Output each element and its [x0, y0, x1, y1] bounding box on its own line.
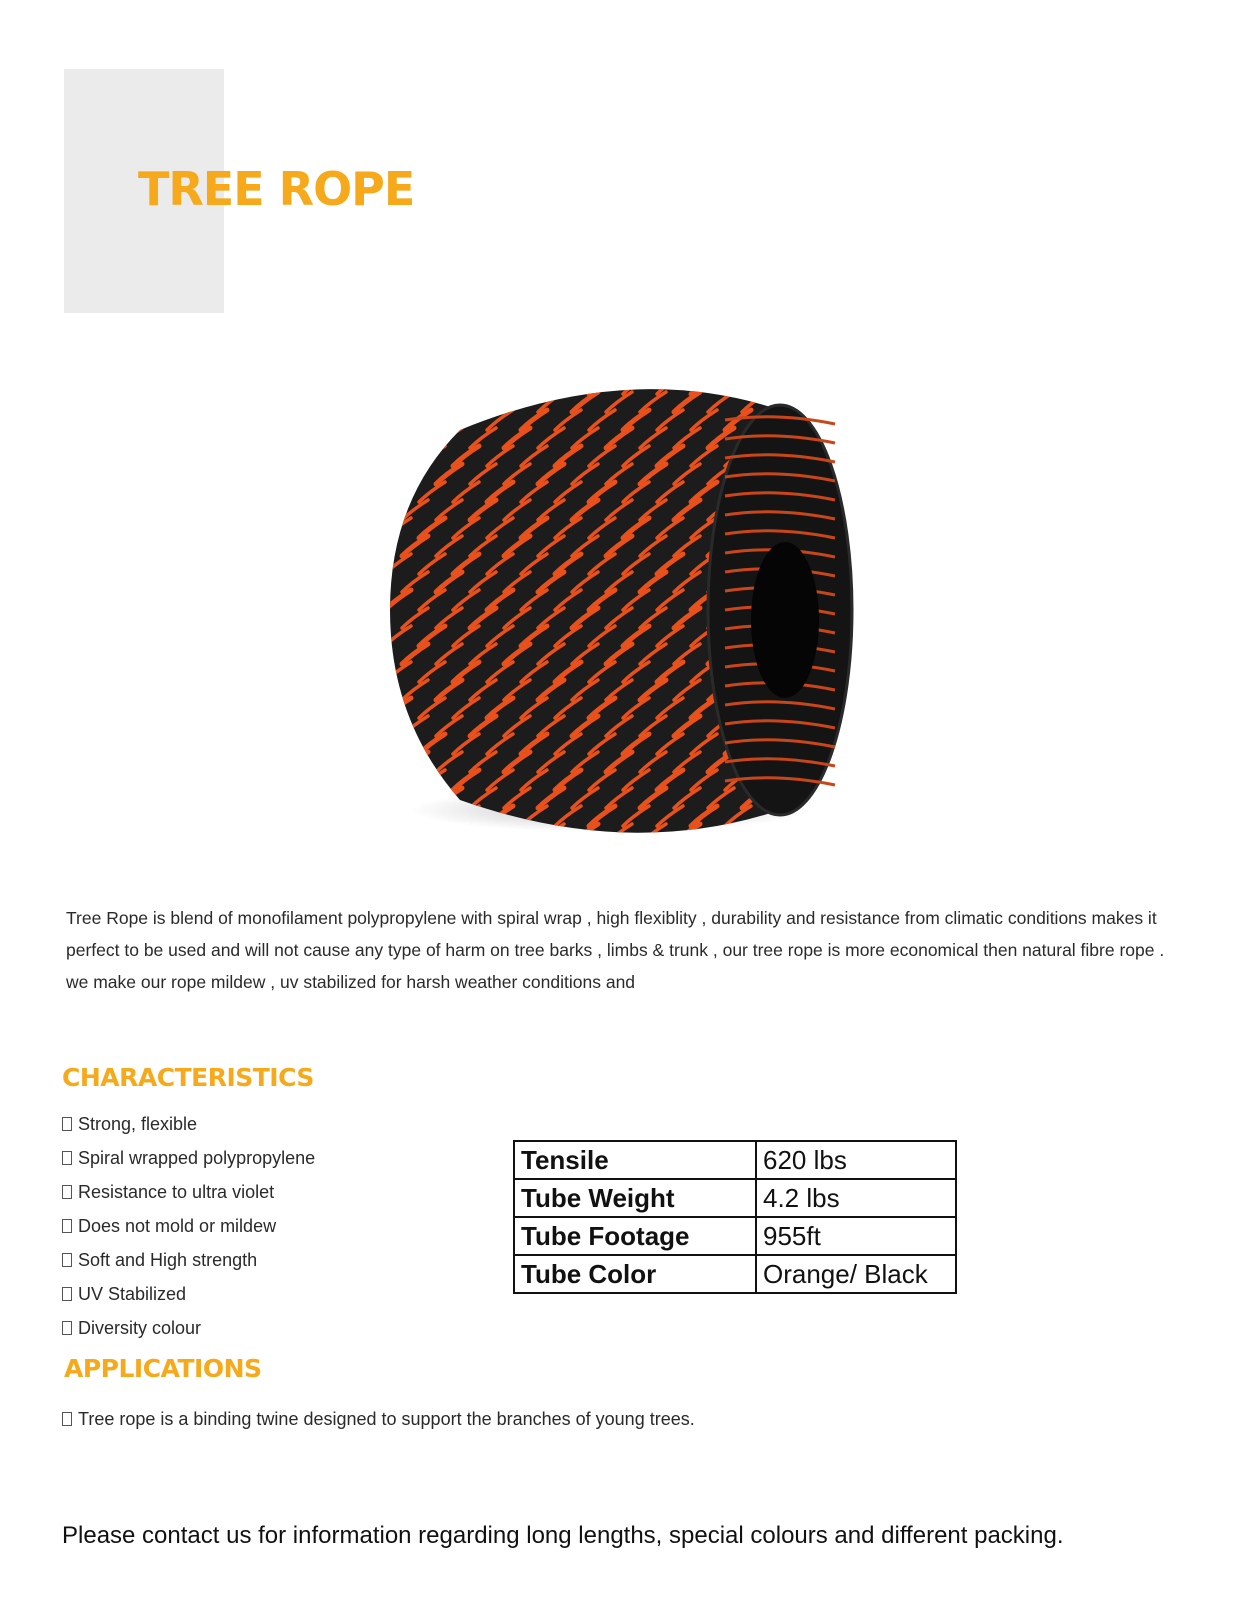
list-item: UV Stabilized — [62, 1277, 315, 1311]
applications-heading: APPLICATIONS — [64, 1354, 262, 1383]
characteristics-heading: CHARACTERISTICS — [62, 1063, 314, 1092]
spec-label: Tensile — [514, 1141, 756, 1179]
spec-value: 4.2 lbs — [756, 1179, 956, 1217]
table-row — [514, 1217, 956, 1255]
list-item: Strong, flexible — [62, 1107, 315, 1141]
bullet-icon — [62, 1287, 72, 1301]
rope-spool-icon — [380, 370, 900, 850]
product-description: Tree Rope is blend of monofilament polypropylene with spiral wrap , high flexiblity , durability and resistance from climatic conditions makes it perfect to be used and will not cause any type of harm on tree barks , limbs & trunk , our tree rope is more economical then natural fibre rope . we make our rope mildew , uv stabilized for harsh weather conditions and — [66, 908, 1165, 992]
bullet-icon — [62, 1219, 72, 1233]
table-row — [514, 1255, 956, 1293]
list-item: Resistance to ultra violet — [62, 1175, 315, 1209]
spec-label: Tube Color — [514, 1255, 756, 1293]
page-title: TREE ROPE — [138, 162, 415, 216]
list-item: Spiral wrapped polypropylene — [62, 1141, 315, 1175]
table-row — [514, 1179, 956, 1217]
table-row — [514, 1141, 956, 1179]
bullet-icon — [62, 1253, 72, 1267]
bullet-icon — [62, 1321, 72, 1335]
spec-table — [513, 1140, 957, 1294]
list-item: Tree rope is a binding twine designed to support the branches of young trees. — [62, 1409, 695, 1430]
bullet-icon — [62, 1185, 72, 1199]
spec-label: Tube Weight — [514, 1179, 756, 1217]
characteristics-list — [62, 1107, 315, 1345]
bullet-icon — [62, 1117, 72, 1131]
bullet-icon — [62, 1151, 72, 1165]
list-item: Diversity colour — [62, 1311, 315, 1345]
list-item: Soft and High strength — [62, 1243, 315, 1277]
contact-note: Please contact us for information regarding long lengths, special colours and different packing. — [62, 1522, 1064, 1549]
spec-value: 955ft — [756, 1217, 956, 1255]
spec-value: 620 lbs — [756, 1141, 956, 1179]
list-item: Does not mold or mildew — [62, 1209, 315, 1243]
spec-label: Tube Footage — [514, 1217, 756, 1255]
spec-value: Orange/ Black — [756, 1255, 956, 1293]
bullet-icon — [62, 1412, 72, 1426]
